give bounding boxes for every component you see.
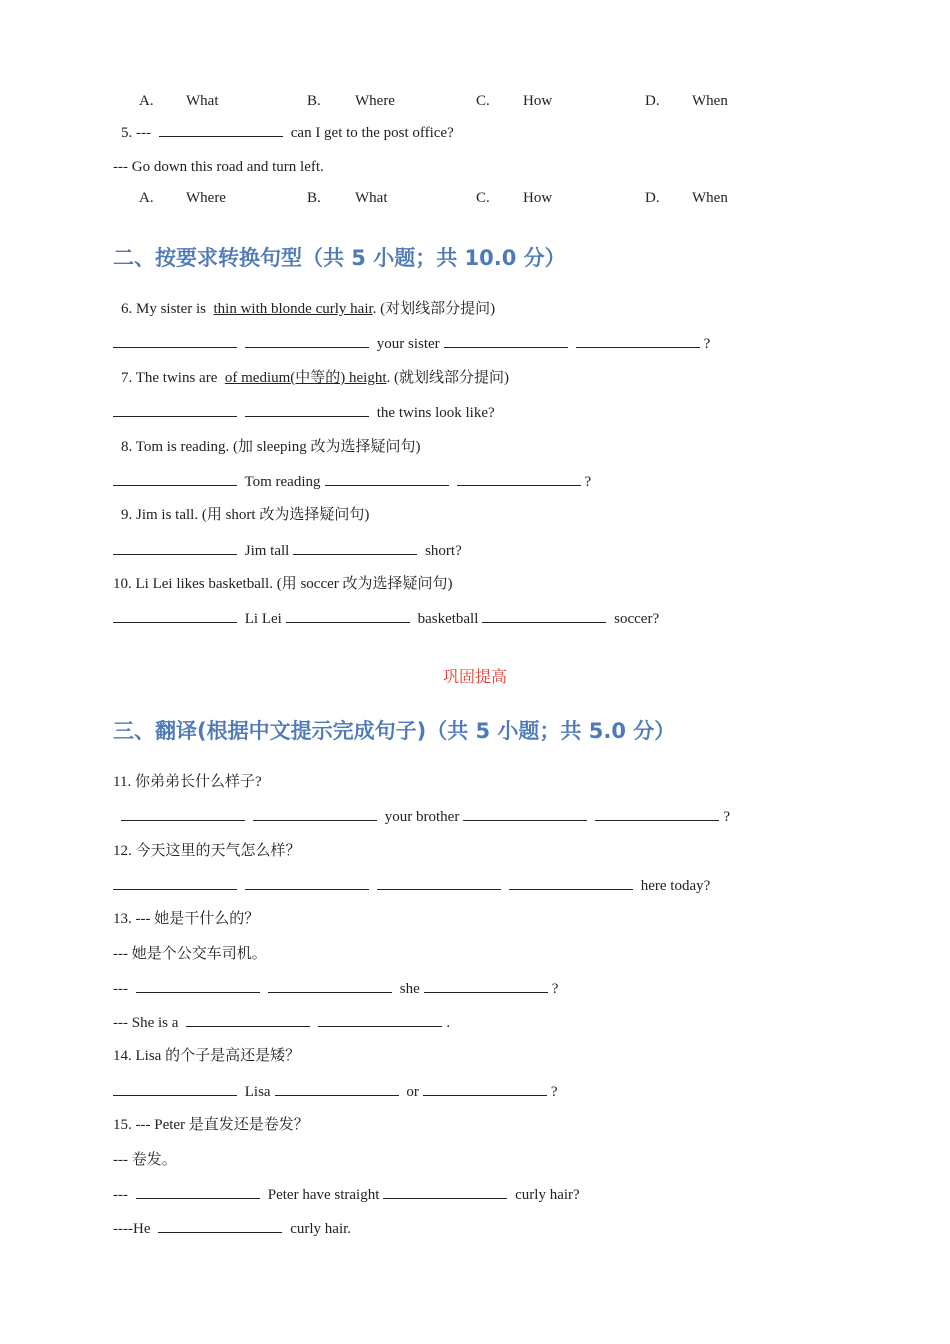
question-10: 10. Li Lei likes basketball. (用 soccer 改为选择疑问句) [113,576,453,592]
question-8: 8. Tom is reading. (加 sleeping 改为选择疑问句) [121,439,421,455]
answer-blank[interactable] [482,608,606,623]
answer-blank[interactable] [595,806,719,821]
answer-blank[interactable] [286,608,410,623]
answer-blank[interactable] [383,1184,507,1199]
option-a-label: A. [139,190,154,206]
question-5-reply: --- Go down this road and turn left. [113,159,324,175]
option-d-label: D. [645,93,660,109]
question-7: 7. The twins are of medium(中等的) height. (就划线部分提问) [121,370,510,386]
question-13-answer-1: --- she ? [113,978,558,999]
answer-blank[interactable] [275,1081,399,1096]
answer-blank[interactable] [423,1081,547,1096]
option-b-text: What [355,190,388,206]
section-3-title: 三、翻译(根据中文提示完成句子)（共 5 小题；共 5.0 分） [113,719,676,743]
underlined-phrase: thin with blonde curly hair [213,301,373,317]
answer-blank[interactable] [113,1081,237,1096]
question-9: 9. Jim is tall. (用 short 改为选择疑问句) [121,507,370,523]
answer-blank[interactable] [245,402,369,417]
option-a-text: What [186,93,219,109]
answer-blank[interactable] [253,806,377,821]
question-12-answer: here today? [113,875,710,896]
question-8-answer: Tom reading ? [113,471,591,492]
question-15-answer-2: ----He curly hair. [113,1218,351,1239]
answer-blank[interactable] [113,608,237,623]
option-a-label: A. [139,93,154,109]
option-c-label: C. [476,190,490,206]
answer-blank[interactable] [245,875,369,890]
answer-blank[interactable] [159,122,283,137]
question-6-answer: your sister ? [113,333,710,354]
option-b-label: B. [307,190,321,206]
option-d-label: D. [645,190,660,206]
answer-blank[interactable] [136,978,260,993]
answer-blank[interactable] [136,1184,260,1199]
answer-blank[interactable] [113,875,237,890]
answer-blank[interactable] [377,875,501,890]
answer-blank[interactable] [457,471,581,486]
answer-blank[interactable] [463,806,587,821]
question-9-answer: Jim tall short? [113,540,462,561]
answer-blank[interactable] [509,875,633,890]
consolidation-heading: 巩固提高 [442,669,507,686]
option-b-label: B. [307,93,321,109]
question-14: 14. Lisa 的个子是高还是矮？ [113,1048,301,1064]
question-12: 12. 今天这里的天气怎么样？ [113,843,301,859]
question-10-answer: Li Lei basketball soccer? [113,608,659,629]
answer-blank[interactable] [293,540,417,555]
answer-blank[interactable] [113,471,237,486]
answer-blank[interactable] [245,333,369,348]
answer-blank[interactable] [268,978,392,993]
section-2-title: 二、按要求转换句型（共 5 小题；共 10.0 分） [113,246,566,270]
question-14-answer: Lisa or ? [113,1081,558,1102]
answer-blank[interactable] [158,1218,282,1233]
option-c-text: How [523,190,553,206]
answer-blank[interactable] [325,471,449,486]
answer-blank[interactable] [121,806,245,821]
answer-blank[interactable] [113,333,237,348]
option-a-text: Where [186,190,226,206]
option-c-label: C. [476,93,490,109]
question-6: 6. My sister is thin with blonde curly hair. (对划线部分提问) [121,301,496,317]
question-7-answer: the twins look like? [113,402,495,423]
question-5: 5. --- can I get to the post office? [121,122,454,143]
answer-blank[interactable] [113,540,237,555]
option-d-text: When [692,190,728,206]
answer-blank[interactable] [576,333,700,348]
question-15-answer-1: --- Peter have straight curly hair? [113,1184,580,1205]
underlined-phrase: of medium(中等的) height [224,370,387,386]
answer-blank[interactable] [444,333,568,348]
option-d-text: When [692,93,728,109]
answer-blank[interactable] [318,1012,442,1027]
question-11-answer: your brother ? [121,806,730,827]
answer-blank[interactable] [424,978,548,993]
question-11: 11. 你弟弟长什么样子? [113,774,262,790]
answer-blank[interactable] [186,1012,310,1027]
question-15: 15. --- Peter 是直发还是卷发？ [113,1117,309,1133]
option-b-text: Where [355,93,395,109]
question-13-reply: --- 她是个公交车司机。 [113,946,267,962]
question-15-reply: --- 卷发。 [113,1152,177,1168]
option-c-text: How [523,93,553,109]
question-13: 13. --- 她是干什么的？ [113,911,260,927]
answer-blank[interactable] [113,402,237,417]
question-13-answer-2: --- She is a . [113,1012,450,1033]
